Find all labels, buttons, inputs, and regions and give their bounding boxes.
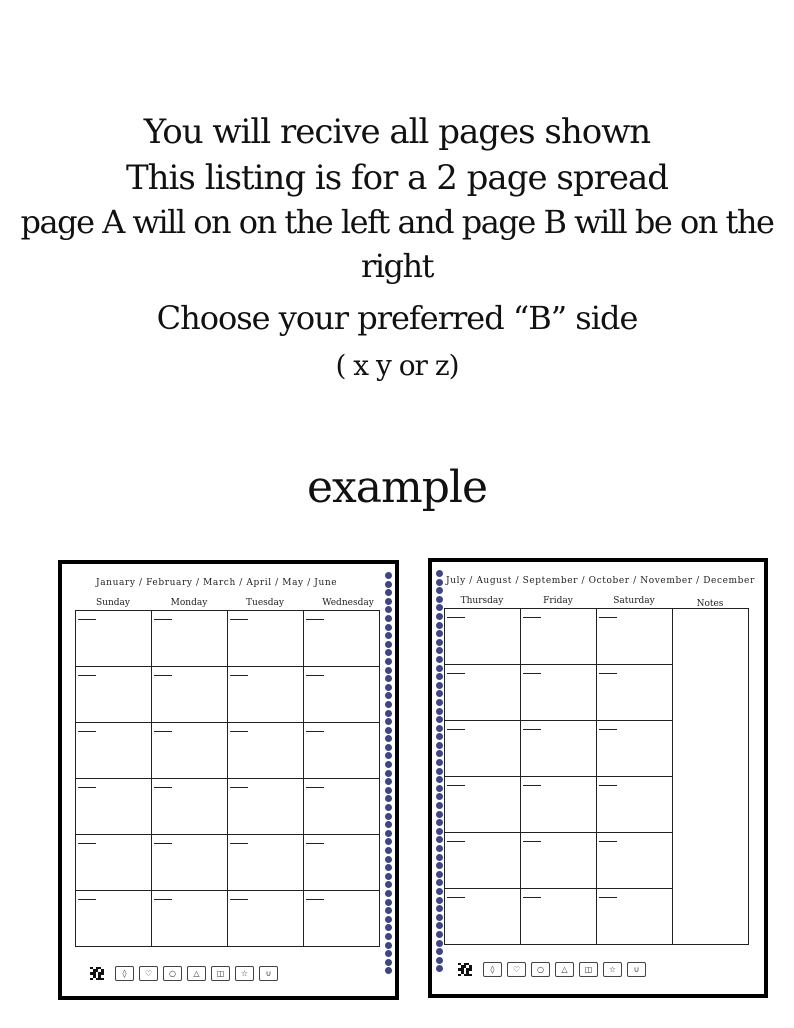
binding-dot — [436, 828, 443, 835]
apple-icon: ○ — [163, 966, 182, 981]
date-line — [599, 897, 617, 898]
binding-dot — [385, 881, 392, 888]
week-row — [76, 723, 380, 779]
binding-dot — [385, 710, 392, 717]
day-cell[interactable] — [521, 833, 597, 889]
date-line — [78, 843, 96, 844]
binding-dot — [385, 735, 392, 742]
day-cell[interactable] — [76, 835, 152, 891]
day-header-monday: Monday — [170, 598, 208, 608]
day-cell[interactable] — [152, 779, 228, 835]
binding-dot — [436, 604, 443, 611]
binding-dot — [385, 701, 392, 708]
day-cell[interactable] — [76, 891, 152, 947]
date-line — [230, 675, 248, 676]
day-cell[interactable] — [521, 665, 597, 721]
binding-dot — [436, 905, 443, 912]
day-cell[interactable] — [597, 609, 673, 665]
binding-dot — [436, 596, 443, 603]
calendar-grid — [75, 610, 380, 947]
instruction-line-3: page A will on on the left and page B will be on the right — [20, 203, 774, 285]
day-cell[interactable] — [521, 777, 597, 833]
star-icon: ☆ — [603, 962, 622, 977]
day-cell[interactable] — [228, 779, 304, 835]
binding-dot — [385, 615, 392, 622]
horseshoe-icon: ∪ — [627, 962, 646, 977]
date-line — [599, 729, 617, 730]
icon-row — [90, 966, 278, 981]
date-line — [230, 787, 248, 788]
day-cell[interactable] — [228, 611, 304, 667]
day-cell[interactable] — [304, 611, 380, 667]
date-line — [599, 841, 617, 842]
binding-dot — [385, 684, 392, 691]
day-header-tuesday: Tuesday — [246, 598, 284, 608]
date-line — [78, 731, 96, 732]
day-cell[interactable] — [304, 779, 380, 835]
date-line — [447, 897, 465, 898]
notes-area[interactable] — [673, 609, 749, 945]
binding-dot — [385, 838, 392, 845]
binding-dot — [436, 854, 443, 861]
instructions — [0, 108, 794, 384]
binding-dot — [436, 845, 443, 852]
binding-dot — [385, 907, 392, 914]
day-cell[interactable] — [304, 891, 380, 947]
binding-dot — [385, 804, 392, 811]
binding-dot — [385, 718, 392, 725]
binding-dot — [436, 879, 443, 886]
day-header-saturday: Saturday — [613, 596, 655, 606]
date-line — [447, 841, 465, 842]
binding-dot — [385, 967, 392, 974]
qr-code-icon — [90, 967, 104, 981]
planner-page-b — [428, 558, 768, 998]
day-cell[interactable] — [597, 889, 673, 945]
star-icon: ☆ — [235, 966, 254, 981]
binding-dot — [385, 821, 392, 828]
binding-dot — [385, 641, 392, 648]
binding-dot — [385, 942, 392, 949]
day-header-sunday: Sunday — [96, 598, 130, 608]
drop-icon: ◊ — [115, 966, 134, 981]
day-header-thursday: Thursday — [460, 596, 504, 606]
notes-header: Notes — [696, 599, 724, 609]
day-cell[interactable] — [445, 833, 521, 889]
day-cell[interactable] — [597, 665, 673, 721]
binding-dot — [436, 940, 443, 947]
binding-dot — [385, 959, 392, 966]
instruction-line-2: This listing is for a 2 page spread — [125, 158, 669, 198]
binding-dot — [385, 752, 392, 759]
binding-dot — [385, 649, 392, 656]
week-row — [76, 891, 380, 947]
day-cell[interactable] — [228, 723, 304, 779]
bell-icon: △ — [187, 966, 206, 981]
binding-dot — [385, 873, 392, 880]
date-line — [599, 785, 617, 786]
binding-dot — [385, 658, 392, 665]
day-cell[interactable] — [152, 891, 228, 947]
day-cell[interactable] — [597, 777, 673, 833]
binding-dot — [385, 667, 392, 674]
binding-dot — [436, 690, 443, 697]
date-line — [599, 617, 617, 618]
day-cell[interactable] — [152, 835, 228, 891]
date-line — [154, 731, 172, 732]
instruction-line-4: Choose your preferred “B” side — [156, 299, 638, 337]
date-line — [523, 673, 541, 674]
instruction-line-1: You will recive all pages shown — [143, 112, 651, 152]
day-cell[interactable] — [152, 723, 228, 779]
date-line — [306, 787, 324, 788]
binding-dot — [436, 613, 443, 620]
icon-row — [458, 962, 646, 977]
binding-dot — [385, 632, 392, 639]
day-cell[interactable] — [228, 667, 304, 723]
date-line — [78, 787, 96, 788]
date-line — [306, 675, 324, 676]
day-cell[interactable] — [445, 609, 521, 665]
date-line — [154, 619, 172, 620]
binding-dot — [436, 725, 443, 732]
binding-dot — [436, 965, 443, 972]
day-cell[interactable] — [152, 667, 228, 723]
binding-dot — [385, 589, 392, 596]
day-cell[interactable] — [521, 721, 597, 777]
binding-dot — [436, 802, 443, 809]
date-line — [306, 899, 324, 900]
binding-dot — [436, 639, 443, 646]
date-line — [306, 731, 324, 732]
binding-dot — [436, 708, 443, 715]
day-cell[interactable] — [228, 835, 304, 891]
binding-dot — [385, 856, 392, 863]
bell-icon: △ — [555, 962, 574, 977]
binding-dot — [436, 630, 443, 637]
date-line — [78, 675, 96, 676]
binding-dot — [436, 922, 443, 929]
day-header-friday: Friday — [543, 596, 573, 606]
binding-dot — [385, 933, 392, 940]
binding-dot — [436, 793, 443, 800]
week-row — [76, 779, 380, 835]
binding-dot — [436, 750, 443, 757]
binding-dot — [385, 727, 392, 734]
day-cell[interactable] — [76, 611, 152, 667]
week-row — [76, 667, 380, 723]
instruction-line-5: ( x y or z) — [335, 349, 459, 382]
binding-dot — [385, 830, 392, 837]
binding-dot — [436, 931, 443, 938]
binding-dot — [385, 847, 392, 854]
months-header: January / February / March / April / May / June — [96, 578, 338, 588]
date-line — [154, 843, 172, 844]
binding-dot — [436, 759, 443, 766]
date-line — [447, 617, 465, 618]
binding-dot — [436, 742, 443, 749]
binding-dot — [385, 795, 392, 802]
week-row — [76, 835, 380, 891]
day-cell[interactable] — [445, 665, 521, 721]
binding-dot — [436, 957, 443, 964]
planner-page-a — [58, 560, 399, 1000]
day-cell[interactable] — [445, 721, 521, 777]
date-line — [230, 619, 248, 620]
drop-icon: ◊ — [483, 962, 502, 977]
binding-dot — [385, 761, 392, 768]
date-line — [306, 619, 324, 620]
binding-dot — [436, 862, 443, 869]
date-line — [447, 673, 465, 674]
binding-dot — [436, 570, 443, 577]
binding-dot — [436, 579, 443, 586]
binding-dot — [436, 776, 443, 783]
binding-dots — [385, 572, 393, 976]
binding-dot — [436, 665, 443, 672]
date-line — [523, 729, 541, 730]
binding-dot — [436, 819, 443, 826]
day-cell[interactable] — [152, 611, 228, 667]
date-line — [230, 731, 248, 732]
date-line — [523, 897, 541, 898]
binding-dot — [385, 770, 392, 777]
day-header-wednesday: Wednesday — [322, 598, 374, 608]
binding-dot — [385, 744, 392, 751]
day-cell[interactable] — [304, 667, 380, 723]
binding-dot — [436, 836, 443, 843]
binding-dot — [436, 948, 443, 955]
binding-dot — [436, 785, 443, 792]
gem-icon: ♡ — [507, 962, 526, 977]
date-line — [523, 841, 541, 842]
binding-dot — [385, 572, 392, 579]
binding-dot — [436, 699, 443, 706]
date-line — [523, 785, 541, 786]
binding-dot — [385, 813, 392, 820]
day-cell[interactable] — [597, 833, 673, 889]
binding-dot — [385, 950, 392, 957]
apple-icon: ○ — [531, 962, 550, 977]
gem-icon: ♡ — [139, 966, 158, 981]
date-line — [230, 843, 248, 844]
horseshoe-icon: ∪ — [259, 966, 278, 981]
week-row — [76, 611, 380, 667]
date-line — [447, 785, 465, 786]
day-cell[interactable] — [445, 777, 521, 833]
day-cell[interactable] — [521, 889, 597, 945]
binding-dot — [436, 768, 443, 775]
binding-dot — [385, 778, 392, 785]
date-line — [447, 729, 465, 730]
binding-dot — [436, 733, 443, 740]
binding-dot — [385, 916, 392, 923]
date-line — [154, 899, 172, 900]
binding-dots — [436, 570, 444, 974]
date-line — [230, 899, 248, 900]
day-cell[interactable] — [521, 609, 597, 665]
date-line — [154, 787, 172, 788]
chat-icon: ◫ — [579, 962, 598, 977]
date-line — [306, 843, 324, 844]
months-header: July / August / September / October / November / December — [446, 576, 755, 586]
day-cell[interactable] — [304, 723, 380, 779]
binding-dot — [436, 622, 443, 629]
binding-dot — [385, 598, 392, 605]
calendar-grid — [444, 608, 749, 945]
binding-dot — [436, 673, 443, 680]
binding-dot — [436, 682, 443, 689]
binding-dot — [436, 587, 443, 594]
binding-dot — [436, 647, 443, 654]
binding-dot — [385, 606, 392, 613]
example-heading: example — [306, 462, 488, 513]
date-line — [78, 899, 96, 900]
day-cell[interactable] — [304, 835, 380, 891]
date-line — [599, 673, 617, 674]
binding-dot — [436, 888, 443, 895]
binding-dot — [436, 871, 443, 878]
day-cell[interactable] — [76, 723, 152, 779]
day-cell[interactable] — [76, 779, 152, 835]
binding-dot — [385, 899, 392, 906]
date-line — [78, 619, 96, 620]
binding-dot — [385, 890, 392, 897]
binding-dot — [436, 811, 443, 818]
binding-dot — [385, 675, 392, 682]
binding-dot — [385, 787, 392, 794]
day-cell[interactable] — [597, 721, 673, 777]
date-line — [154, 675, 172, 676]
binding-dot — [436, 897, 443, 904]
binding-dot — [385, 924, 392, 931]
binding-dot — [385, 864, 392, 871]
qr-code-icon — [458, 963, 472, 977]
binding-dot — [436, 656, 443, 663]
day-cell[interactable] — [228, 891, 304, 947]
binding-dot — [385, 581, 392, 588]
day-cell[interactable] — [76, 667, 152, 723]
week-row — [445, 609, 749, 665]
date-line — [523, 617, 541, 618]
binding-dot — [385, 624, 392, 631]
chat-icon: ◫ — [211, 966, 230, 981]
binding-dot — [385, 692, 392, 699]
binding-dot — [436, 914, 443, 921]
day-cell[interactable] — [445, 889, 521, 945]
binding-dot — [436, 716, 443, 723]
